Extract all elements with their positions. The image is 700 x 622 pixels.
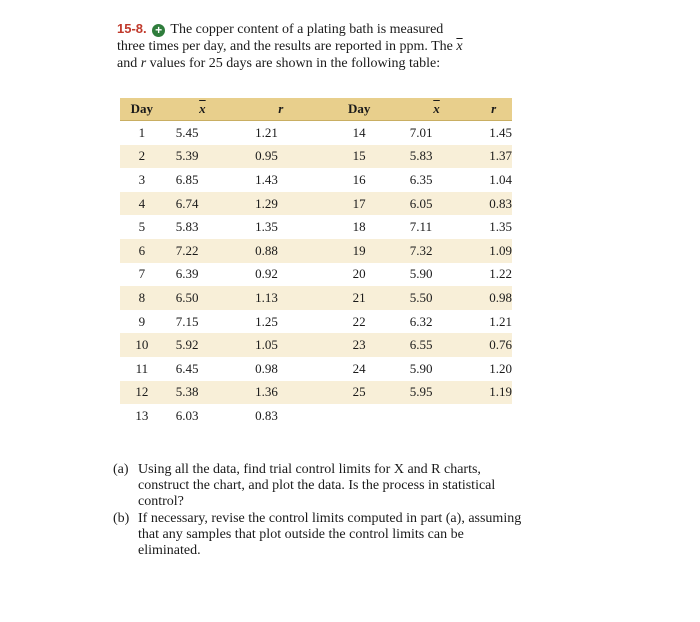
xbar-cell: 7.32 (398, 239, 475, 263)
day-cell: 12 (120, 381, 164, 405)
xbar-cell: 6.50 (164, 286, 241, 310)
table-row (120, 263, 512, 287)
day-cell: 9 (138, 313, 146, 329)
header-day-1: Day (120, 98, 164, 121)
table-row (120, 357, 512, 381)
xbar-cell: 5.92 (164, 333, 241, 357)
plus-icon[interactable]: + (152, 24, 165, 37)
question-b (113, 511, 523, 559)
r-symbol: r (140, 56, 147, 71)
day-cell: 21 (321, 286, 398, 310)
questions (113, 462, 523, 560)
day-cell: 24 (352, 360, 366, 376)
header-xbar-2: $\overline{x}$ (398, 98, 475, 121)
day-cell: 7 (138, 266, 146, 282)
table-row (120, 145, 512, 169)
table-row (120, 381, 512, 405)
r-cell: 1.19 (475, 381, 512, 405)
table-row (120, 239, 512, 263)
day-cell: 25 (321, 381, 398, 405)
question-a (113, 462, 523, 510)
table-row (120, 333, 512, 357)
xbar-cell: 5.90 (409, 266, 433, 282)
question-label: (b) (113, 511, 130, 526)
day-cell: 22 (352, 313, 366, 329)
xbar-cell: 6.85 (175, 171, 199, 187)
xbar-cell: 7.22 (164, 239, 241, 263)
day-cell: 17 (321, 192, 398, 216)
xbar-cell: 6.35 (409, 171, 433, 187)
xbar-cell: 5.83 (398, 145, 475, 169)
table-header-row (120, 98, 512, 121)
xbar-cell: 5.39 (164, 145, 241, 169)
r-cell: 1.21 (255, 124, 278, 140)
day-cell: 2 (120, 145, 164, 169)
table-row (120, 168, 512, 192)
intro-line-3a: and (117, 56, 138, 71)
xbar-cell: 6.32 (409, 313, 433, 329)
problem-number: 15-8. (117, 21, 147, 36)
day-cell: 8 (120, 286, 164, 310)
copper-content-table (120, 98, 512, 428)
xbar-cell: 6.55 (398, 333, 475, 357)
question-text: Using all the data, find trial control limits for X and R charts, construct the chart, and plot the data. Is the process in statistical control? (138, 462, 496, 509)
xbar-cell: 6.03 (175, 407, 199, 423)
r-cell: 0.92 (255, 266, 278, 282)
table-row (120, 192, 512, 216)
day-cell (321, 404, 398, 428)
r-cell: 1.22 (489, 266, 512, 282)
xbar-cell: 6.05 (398, 192, 475, 216)
intro-line-3b: values for 25 days are shown in the following table: (149, 56, 441, 71)
intro-line-2: three times per day, and the results are reported in ppm. The (117, 39, 453, 54)
day-cell: 1 (138, 124, 146, 140)
day-cell: 5 (138, 219, 146, 235)
r-cell: 1.09 (475, 239, 512, 263)
day-cell: 18 (352, 219, 366, 235)
table-row (120, 404, 512, 428)
header-r-1: r (241, 98, 320, 121)
xbar-cell: 6.74 (164, 192, 241, 216)
table-row (120, 215, 512, 239)
day-cell: 11 (135, 360, 149, 376)
day-cell: 15 (321, 145, 398, 169)
table-row (120, 286, 512, 310)
r-cell: 1.43 (255, 171, 278, 187)
question-label: (a) (113, 462, 129, 477)
table-row (120, 310, 512, 334)
r-cell: 1.05 (241, 333, 320, 357)
day-cell: 14 (352, 124, 366, 140)
day-cell: 13 (135, 407, 149, 423)
r-cell: 0.95 (241, 145, 320, 169)
r-cell (475, 404, 512, 428)
xbar-cell: 5.50 (398, 286, 475, 310)
xbar-cell: 7.01 (409, 124, 433, 140)
r-cell: 0.83 (255, 407, 278, 423)
r-cell: 0.98 (475, 286, 512, 310)
r-cell: 1.45 (489, 124, 512, 140)
day-cell: 19 (321, 239, 398, 263)
xbar-symbol: $\overline{x}$ (456, 39, 463, 54)
day-cell: 23 (321, 333, 398, 357)
r-cell: 1.35 (255, 219, 278, 235)
r-cell: 1.37 (475, 145, 512, 169)
intro-line-1: The copper content of a plating bath is measured (170, 22, 444, 37)
day-cell: 3 (138, 171, 146, 187)
xbar-cell: 7.15 (175, 313, 199, 329)
xbar-cell: 7.11 (409, 219, 433, 235)
question-text: If necessary, revise the control limits computed in part (a), assuming that any samples that plot outside the control limits can be eliminated. (138, 511, 522, 558)
xbar-cell (398, 404, 475, 428)
day-cell: 4 (120, 192, 164, 216)
r-cell: 0.88 (241, 239, 320, 263)
header-xbar-1: $\overline{x}$ (164, 98, 241, 121)
table-row (120, 121, 512, 145)
r-cell: 1.36 (241, 381, 320, 405)
r-cell: 1.13 (241, 286, 320, 310)
r-cell: 1.20 (489, 360, 512, 376)
day-cell: 6 (120, 239, 164, 263)
day-cell: 16 (352, 171, 366, 187)
r-cell: 1.21 (489, 313, 512, 329)
xbar-cell: 6.45 (175, 360, 199, 376)
r-cell: 1.29 (241, 192, 320, 216)
xbar-cell: 5.38 (164, 381, 241, 405)
xbar-cell: 6.39 (175, 266, 199, 282)
xbar-cell: 5.90 (409, 360, 433, 376)
r-cell: 0.76 (475, 333, 512, 357)
day-cell: 20 (352, 266, 366, 282)
problem-intro (117, 20, 517, 72)
r-cell: 1.04 (489, 171, 512, 187)
problem-statement (117, 20, 517, 72)
r-cell: 1.25 (255, 313, 278, 329)
header-r-2: r (475, 98, 512, 121)
xbar-cell: 5.45 (175, 124, 199, 140)
xbar-cell: 5.83 (175, 219, 199, 235)
day-cell: 10 (120, 333, 164, 357)
r-cell: 1.35 (489, 219, 512, 235)
xbar-cell: 5.95 (398, 381, 475, 405)
r-cell: 0.98 (255, 360, 278, 376)
header-day-2: Day (321, 98, 398, 121)
r-cell: 0.83 (475, 192, 512, 216)
